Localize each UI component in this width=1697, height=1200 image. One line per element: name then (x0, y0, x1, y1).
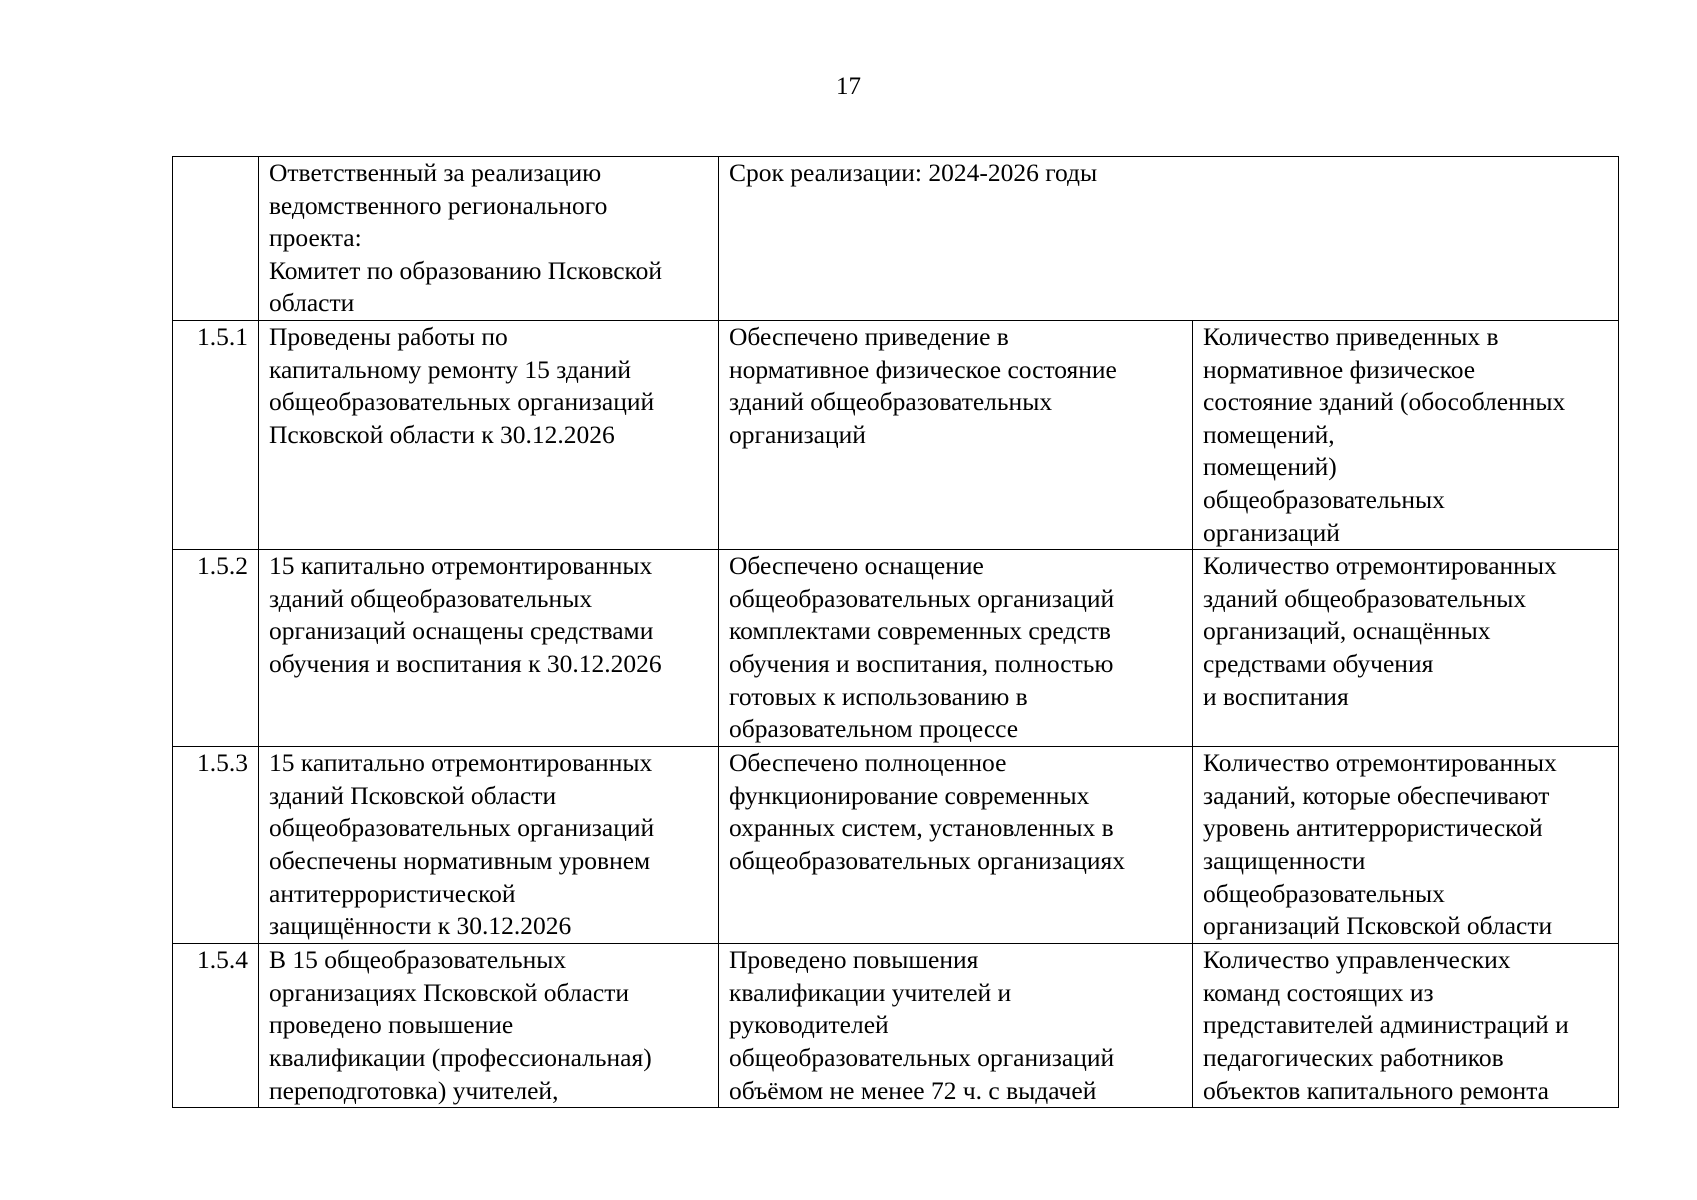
result-text: Обеспечено полноценное функционирование современных охранных систем, установленных в общеобразовательных организациях (729, 748, 1125, 875)
task-cell (259, 321, 719, 550)
row-number: 1.5.1 (173, 321, 259, 550)
task-cell (259, 550, 719, 747)
task-text: 15 капитально отремонтированных зданий общеобразовательных организаций оснащены средствами обучения и воспитания к 30.12.2026 (269, 551, 662, 678)
table-row (173, 944, 1619, 1108)
table-header-row (173, 157, 1619, 321)
indicator-cell (1193, 321, 1619, 550)
table-row (173, 550, 1619, 747)
task-text: В 15 общеобразовательных организациях Псковской области проведено повышение квалификации (профессиональная) переподготовка) учителей, (269, 945, 652, 1105)
table-row (173, 321, 1619, 550)
task-cell (259, 944, 719, 1108)
result-text: Проведено повышения квалификации учителей и руководителей общеобразовательных организаций объёмом не менее 72 ч. с выдачей (729, 945, 1115, 1105)
task-text: 15 капитально отремонтированных зданий Псковской области общеобразовательных организаций обеспечены нормативным уровнем антитеррористической защищённости к 30.12.2026 (269, 748, 655, 941)
result-cell (719, 321, 1193, 550)
number-cell-empty (173, 157, 259, 321)
result-cell (719, 747, 1193, 944)
result-cell (719, 550, 1193, 747)
indicator-cell (1193, 747, 1619, 944)
result-text: Обеспечено приведение в нормативное физическое состояние зданий общеобразовательных организаций (729, 322, 1117, 449)
indicator-cell (1193, 550, 1619, 747)
indicator-text: Количество отремонтированных зданий общеобразовательных организаций, оснащённых средствами обучения и воспитания (1203, 551, 1557, 711)
page-number: 17 (836, 73, 861, 100)
indicator-text: Количество приведенных в нормативное физическое состояние зданий (обособленных помещений, помещений) общеобразовательных организаций (1203, 322, 1566, 547)
row-number: 1.5.2 (173, 550, 259, 747)
project-table (172, 156, 1619, 1108)
period-cell (719, 157, 1619, 321)
result-text: Обеспечено оснащение общеобразовательных организаций комплектами современных средств обучения и воспитания, полностью готовых к использованию в образовательном процессе (729, 551, 1115, 744)
result-cell (719, 944, 1193, 1108)
task-text: Проведены работы по капитальному ремонту 15 зданий общеобразовательных организаций Псковской области к 30.12.2026 (269, 322, 655, 449)
indicator-text: Количество отремонтированных заданий, которые обеспечивают уровень антитеррористической защищенности общеобразовательных организаций Псковской области (1203, 748, 1557, 941)
indicator-cell (1193, 944, 1619, 1108)
row-number: 1.5.4 (173, 944, 259, 1108)
indicator-text: Количество управленческих команд состоящих из представителей администраций и педагогических работников объектов капитального ремонта (1203, 945, 1569, 1105)
responsible-cell (259, 157, 719, 321)
task-cell (259, 747, 719, 944)
period-text: Срок реализации: 2024-2026 годы (729, 158, 1098, 187)
responsible-text: Ответственный за реализацию ведомственного регионального проекта: Комитет по образованию Псковской области (269, 158, 663, 318)
table-row (173, 747, 1619, 944)
row-number: 1.5.3 (173, 747, 259, 944)
